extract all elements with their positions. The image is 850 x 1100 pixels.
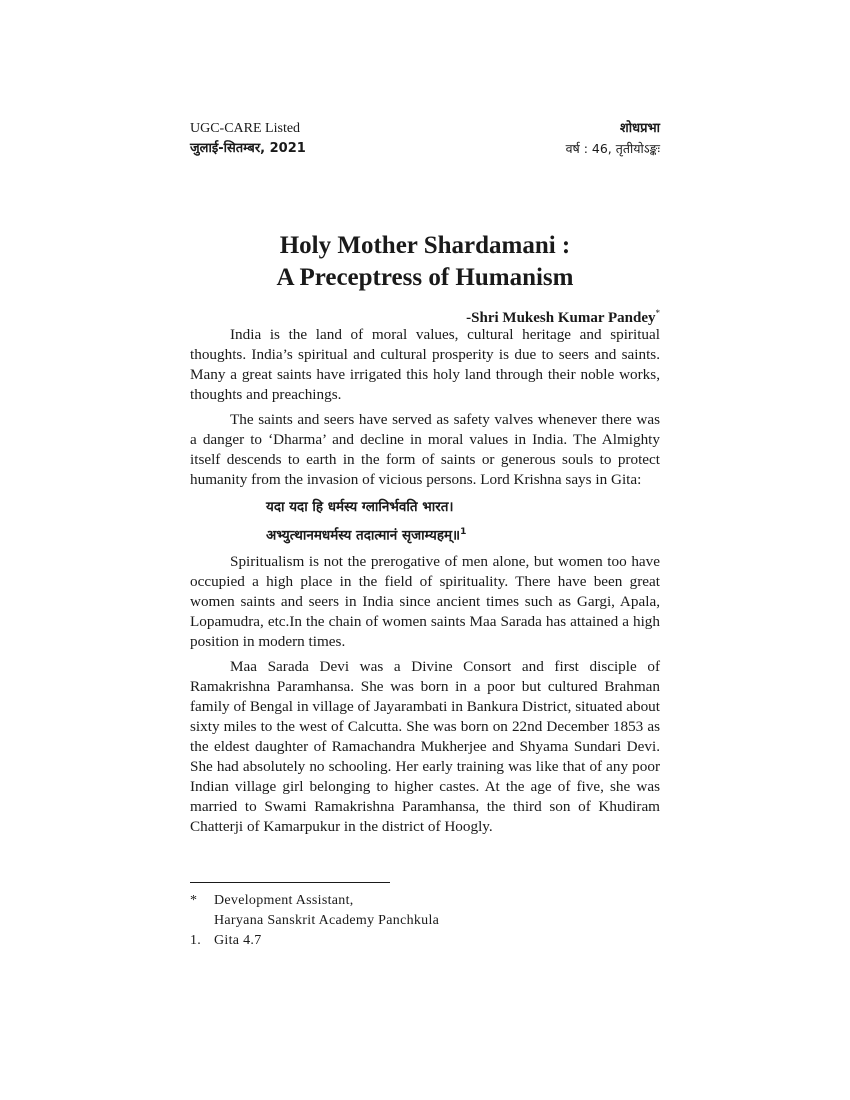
footnote-mark: *	[190, 893, 198, 908]
header-left	[190, 119, 306, 159]
author-name: -Shri Mukesh Kumar Pandey	[466, 310, 656, 326]
header-right	[566, 119, 660, 159]
verse-footnote-ref: 1	[460, 527, 467, 537]
verse-line-2: अभ्युत्थानमधर्मस्य तदात्मानं सृजाम्यहम्॥	[266, 527, 461, 544]
volume-issue: वर्ष : 46, तृतीयोऽङ्कः	[565, 141, 660, 156]
paragraph-3: Spiritualism is not the prerogative of men alone, but women too have occupied a high place in the field of spirituality. There have been great women saints and seers in India since ancient times such as Gargi, Apala, Lopamudra, etc.In the chain of women saints Maa Sarada has attained a high position in modern times.	[190, 552, 660, 650]
journal-name: शोधप्रभा	[619, 121, 660, 136]
paragraph-2: The saints and seers have served as safety valves whenever there was a danger to ‘Dharma’ and decline in moral values in India. The Almighty itself descends to earth in the form of saints or generous souls to protect humanity from the invasion of vicious persons. Lord Krishna says in Gita:	[190, 411, 660, 488]
footnote-number: 1.	[190, 933, 202, 948]
paragraph-4: Maa Sarada Devi was a Divine Consort and first disciple of Ramakrishna Paramhansa. She was born in a poor but cultured Brahman family of Bengal in village of Jayarambati in Bankura District, situated about sixty miles to the west of Calcutta. She was born on 22nd December 1853 as the eldest daughter of Ramachandra Mukherjee and Shyama Sundari Devi. She had absolutely no schooling. Her early training was like that of any poor Indian village girl belonging to higher castes. At the age of five, she was married to Swami Ramakrishna Paramhansa, the third son of Khudiram Chatterji of Kamarpukur in the district of Hoogly.	[190, 657, 660, 835]
title-line-2: A Preceptress of Humanism	[276, 264, 574, 291]
footnote-reference	[190, 931, 660, 951]
author-footnote-mark: *	[655, 308, 660, 318]
sanskrit-verse	[266, 495, 660, 549]
paragraph-1: India is the land of moral values, cultural heritage and spiritual thoughts. India’s spiritual and cultural prosperity is due to seers and saints. Many a great saints have irrigated this holy land through their noble works, thoughts and preachings.	[190, 326, 660, 403]
title-line-1: Holy Mother Shardamani :	[279, 232, 571, 259]
verse-line-1: यदा यदा हि धर्मस्य ग्लानिर्भवति भारत।	[266, 499, 454, 515]
footnote-affiliation: Haryana Sanskrit Academy Panchkula	[214, 913, 440, 928]
issue-date: जुलाई-सितम्बर, 2021	[190, 141, 306, 156]
article-body	[190, 325, 660, 842]
journal-page	[190, 0, 660, 1100]
footnote-divider	[190, 882, 390, 883]
footnotes	[190, 891, 660, 951]
article-title	[190, 230, 660, 294]
footnote-citation: Gita 4.7	[214, 933, 262, 948]
footnote-designation: Development Assistant,	[214, 893, 354, 908]
ugc-care-label: UGC-CARE Listed	[190, 121, 301, 136]
footnote-author	[190, 891, 660, 931]
